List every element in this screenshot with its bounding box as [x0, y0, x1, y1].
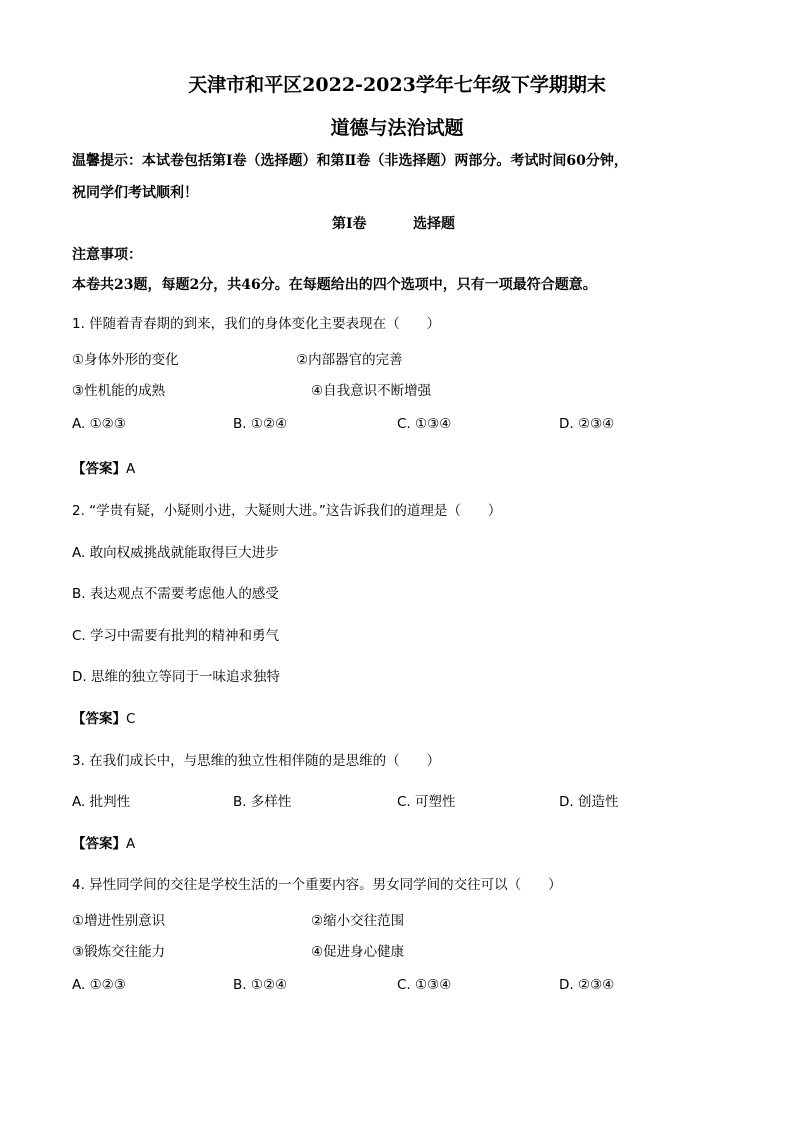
question-2-answer — [72, 707, 135, 727]
notice-line-2: 祝同学们考试顺利！ — [72, 185, 198, 201]
question-1-stem: 1. 伴随着青春期的到来，我们的身体变化主要表现在（ ） — [72, 316, 441, 332]
section-name: 选择题 — [413, 216, 455, 232]
question-4-choice-a: A. ①②③ — [72, 977, 126, 993]
question-4-choice-c: C. ①③④ — [397, 977, 452, 993]
question-3-choice-a: A. 批判性 — [72, 794, 131, 810]
question-1-choice-b: B. ①②④ — [233, 416, 288, 432]
question-3-choice-d: D. 创造性 — [559, 794, 619, 810]
question-4-item-1: ①增进性别意识 — [72, 913, 166, 929]
question-3-choice-b: B. 多样性 — [233, 794, 292, 810]
answer-value: C — [126, 711, 136, 727]
answer-value: A — [126, 461, 136, 477]
question-1-item-4: ④自我意识不断增强 — [311, 383, 432, 399]
question-1-choice-a: A. ①②③ — [72, 416, 126, 432]
answer-value: A — [126, 836, 136, 852]
answer-tag: 【答案】 — [72, 836, 126, 852]
question-2-choice-c: C. 学习中需要有批判的精神和勇气 — [72, 628, 280, 644]
question-1-answer — [72, 457, 135, 477]
question-3-choice-c: C. 可塑性 — [397, 794, 456, 810]
answer-tag: 【答案】 — [72, 461, 126, 477]
question-1-item-1: ①身体外形的变化 — [72, 352, 179, 368]
question-2-choice-a: A. 敢向权威挑战就能取得巨大进步 — [72, 545, 279, 561]
question-3-answer — [72, 832, 135, 852]
question-4-item-3: ③锻炼交往能力 — [72, 944, 166, 960]
notice-line-1: 温馨提示：本试卷包括第Ⅰ卷（选择题）和第Ⅱ卷（非选择题）两部分。考试时间60分钟， — [72, 153, 628, 169]
question-1-item-2: ②内部器官的完善 — [296, 352, 403, 368]
answer-tag: 【答案】 — [72, 711, 126, 727]
section-label: 第Ⅰ卷 — [332, 216, 367, 232]
attention-text: 本卷共23题，每题2分，共46分。在每题给出的四个选项中，只有一项最符合题意。 — [72, 277, 597, 293]
question-2-choice-b: B. 表达观点不需要考虑他人的感受 — [72, 586, 279, 602]
question-1-item-3: ③性机能的成熟 — [72, 383, 166, 399]
question-4-stem: 4. 异性同学间的交往是学校生活的一个重要内容。男女同学间的交往可以（ ） — [72, 877, 562, 893]
question-2-stem: 2. “学贵有疑，小疑则小进，大疑则大进。”这告诉我们的道理是（ ） — [72, 503, 502, 519]
attention-title: 注意事项： — [72, 247, 142, 263]
question-4-item-4: ④促进身心健康 — [311, 944, 405, 960]
question-1-choice-d: D. ②③④ — [559, 416, 615, 432]
exam-subtitle: 道德与法治试题 — [330, 117, 464, 139]
exam-title: 天津市和平区2022-2023学年七年级下学期期末 — [188, 74, 606, 96]
question-2-choice-d: D. 思维的独立等同于一味追求独特 — [72, 669, 280, 685]
question-4-choice-b: B. ①②④ — [233, 977, 288, 993]
question-3-stem: 3. 在我们成长中，与思维的独立性相伴随的是思维的（ ） — [72, 753, 441, 769]
question-4-choice-d: D. ②③④ — [559, 977, 615, 993]
question-1-choice-c: C. ①③④ — [397, 416, 452, 432]
question-4-item-2: ②缩小交往范围 — [311, 913, 405, 929]
